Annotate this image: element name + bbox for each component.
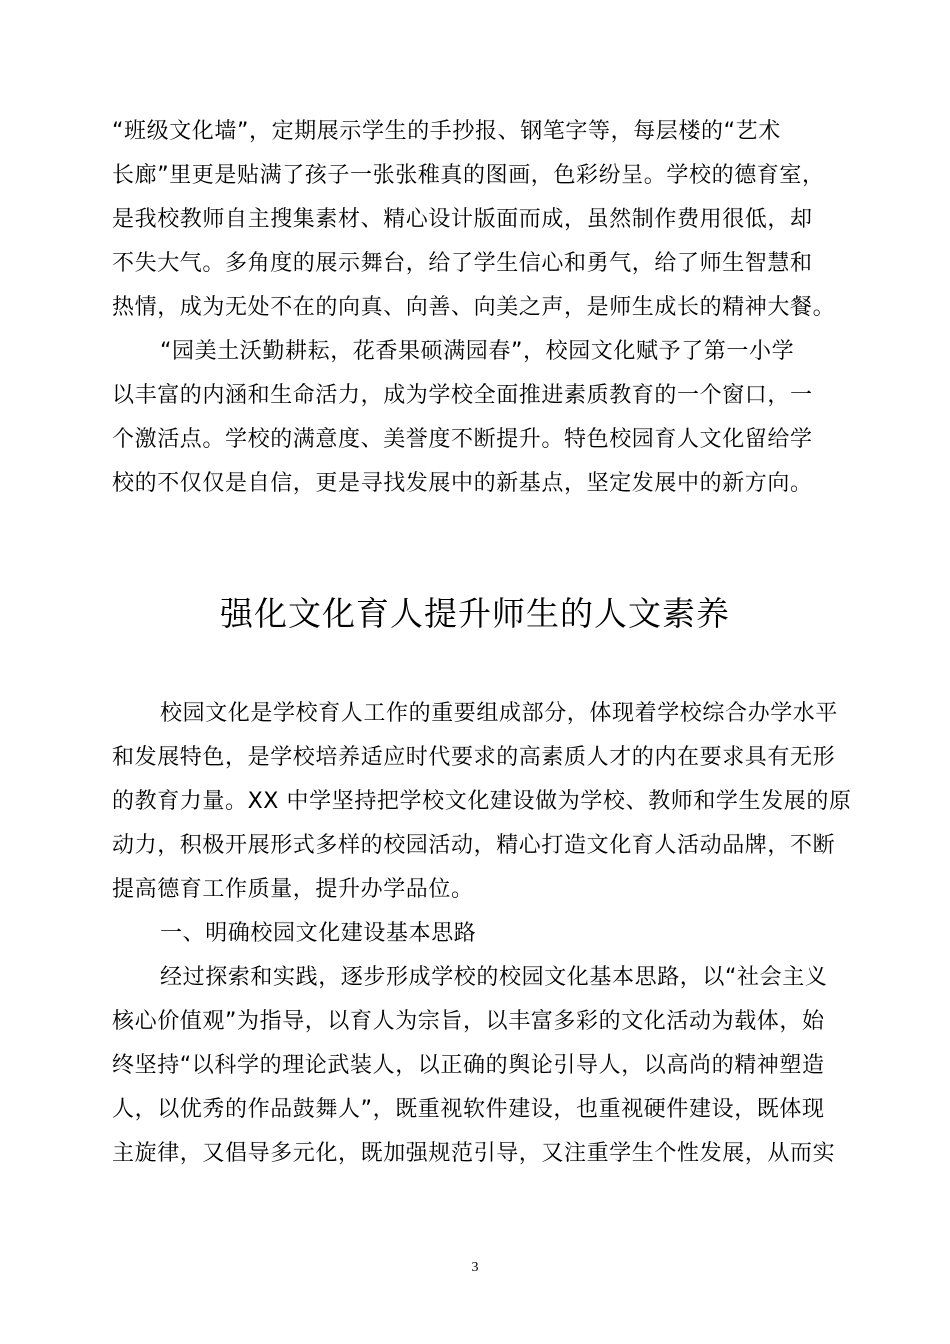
paragraph-4-line: 经过探索和实践，逐步形成学校的校园文化基本思路，以“社会主义 [160,965,828,990]
paragraph-1-line: 长廊”里更是贴满了孩子一张张稚真的图画，色彩纷呈。学校的德育室， [112,163,825,188]
paragraph-3-line: 提高德育工作质量，提升办学品位。 [112,877,474,902]
paragraph-2-line: 校的不仅仅是自信，更是寻找发展中的新基点，坚定发展中的新方向。 [112,471,813,496]
paragraph-4-line: 人，以优秀的作品鼓舞人”，既重视软件建设，也重视硬件建设，既体现 [112,1097,825,1122]
paragraph-2-line: 以丰富的内涵和生命活力，成为学校全面推进素质教育的一个窗口，一 [112,383,813,408]
paragraph-4-line: 核心价值观”为指导，以育人为宗旨，以丰富多彩的文化活动为载体，始 [112,1009,825,1034]
paragraph-3-line: 和发展特色，是学校培养适应时代要求的高素质人才的内在要求具有无形 [112,745,836,770]
page-number: 3 [471,1260,479,1275]
paragraph-2-line: 个激活点。学校的满意度、美誉度不断提升。特色校园育人文化留给学 [112,427,813,452]
section-title: 强化文化育人提升师生的人文素养 [220,594,730,633]
section-heading: 一、明确校园文化建设基本思路 [160,921,477,946]
paragraph-1-line: 不失大气。多角度的展示舞台，给了学生信心和勇气，给了师生智慧和 [112,251,813,276]
paragraph-4-line: 主旋律，又倡导多元化，既加强规范引导，又注重学生个性发展，从而实 [112,1141,836,1166]
paragraph-3-line: 的教育力量。XX 中学坚持把学校文化建设做为学校、教师和学生发展的原 [112,789,852,814]
paragraph-1-line: 热情，成为无处不在的向真、向善、向美之声，是师生成长的精神大餐。 [112,295,836,320]
paragraph-2-line: “园美土沃勤耕耘，花香果硕满园春”，校园文化赋予了第一小学 [160,339,795,364]
paragraph-1-line: “班级文化墙”，定期展示学生的手抄报、钢笔字等，每层楼的“艺术 [112,119,781,144]
paragraph-3-line: 校园文化是学校育人工作的重要组成部分，体现着学校综合办学水平 [160,701,839,726]
paragraph-1-line: 是我校教师自主搜集素材、精心设计版面而成，虽然制作费用很低，却 [112,207,813,232]
paragraph-4-line: 终坚持“以科学的理论武装人，以正确的舆论引导人，以高尚的精神塑造 [112,1053,825,1078]
paragraph-3-line: 动力，积极开展形式多样的校园活动，精心打造文化育人活动品牌，不断 [112,833,836,858]
